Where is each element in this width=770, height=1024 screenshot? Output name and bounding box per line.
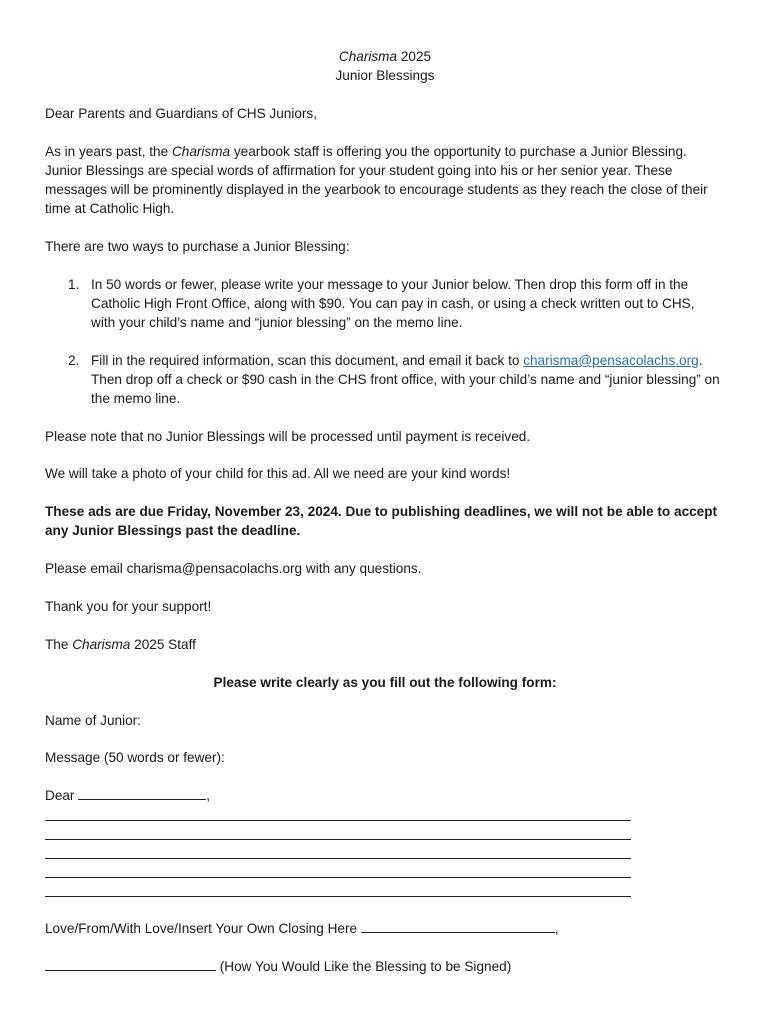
option-after-link: . Then drop off a check or $90 cash in the CHS front office, with your child’s name and “junior blessing” on the memo line. (91, 353, 720, 406)
signoff-before: The (45, 637, 73, 652)
message-line (45, 839, 631, 840)
closing-label: Love/From/With Love/Insert Your Own Closing Here (45, 921, 358, 936)
signature-line (45, 957, 725, 976)
closing-blank (361, 919, 555, 933)
form-instruction: Please write clearly as you fill out the following form: (213, 675, 557, 690)
title-italic: Charisma (338, 49, 398, 64)
document-subtitle: Junior Blessings (335, 68, 435, 83)
option-text (91, 351, 721, 408)
intro-after: yearbook staff is offering you the opportunity to purchase a Junior Blessing. Junior Blessings are special words of affirmation for your student going into his or her senior year. These messages will be prominently displayed in the yearbook to encourage students as they reach the close of their time at Catholic High. (45, 144, 708, 216)
option-text: In 50 words or fewer, please write your message to your Junior below. Then drop this form off in the Catholic High Front Office, along with $90. You can pay in cash, or using a check written out to CHS, with your child’s name and “junior blessing” on the memo line. (91, 277, 695, 330)
option-number: 1. (68, 277, 80, 292)
ways-intro: There are two ways to purchase a Junior Blessing: (45, 239, 350, 254)
intro-before: As in years past, the (45, 144, 172, 159)
staff-signoff (45, 635, 725, 654)
document-title (0, 47, 770, 66)
name-of-junior-label: Name of Junior: (45, 713, 141, 728)
intro-paragraph (45, 142, 725, 218)
message-line (45, 877, 631, 878)
questions-note: Please email charisma@pensacolachs.org with any questions. (45, 561, 422, 576)
message-label: Message (50 words or fewer): (45, 750, 225, 765)
signoff-italic: Charisma (72, 637, 131, 652)
signature-label: (How You Would Like the Blessing to be Signed) (219, 959, 512, 974)
signoff-after: 2025 Staff (130, 637, 196, 652)
deadline-notice: These ads are due Friday, November 23, 2024. Due to publishing deadlines, we will not be able to accept any Junior Blessings past the deadline. (45, 504, 718, 538)
closing-line (45, 919, 725, 938)
payment-note: Please note that no Junior Blessings will be processed until payment is received. (45, 429, 531, 444)
message-line (45, 820, 631, 821)
message-line (45, 858, 631, 859)
closing-comma: , (554, 921, 559, 936)
photo-note: We will take a photo of your child for this ad. All we need are your kind words! (45, 466, 511, 481)
title-year: 2025 (397, 49, 432, 64)
intro-italic: Charisma (171, 144, 231, 159)
dear-comma: , (206, 788, 211, 803)
dear-line (45, 786, 725, 805)
thanks-note: Thank you for your support! (45, 599, 212, 614)
option-number: 2. (68, 353, 80, 368)
message-line (45, 896, 631, 897)
dear-label: Dear (45, 788, 75, 803)
email-link[interactable]: charisma@pensacolachs.org (523, 353, 699, 368)
salutation: Dear Parents and Guardians of CHS Juniors, (45, 106, 318, 121)
dear-name-blank (78, 786, 206, 800)
signature-blank (45, 957, 216, 971)
option-before-link: Fill in the required information, scan this document, and email it back to (91, 353, 524, 368)
